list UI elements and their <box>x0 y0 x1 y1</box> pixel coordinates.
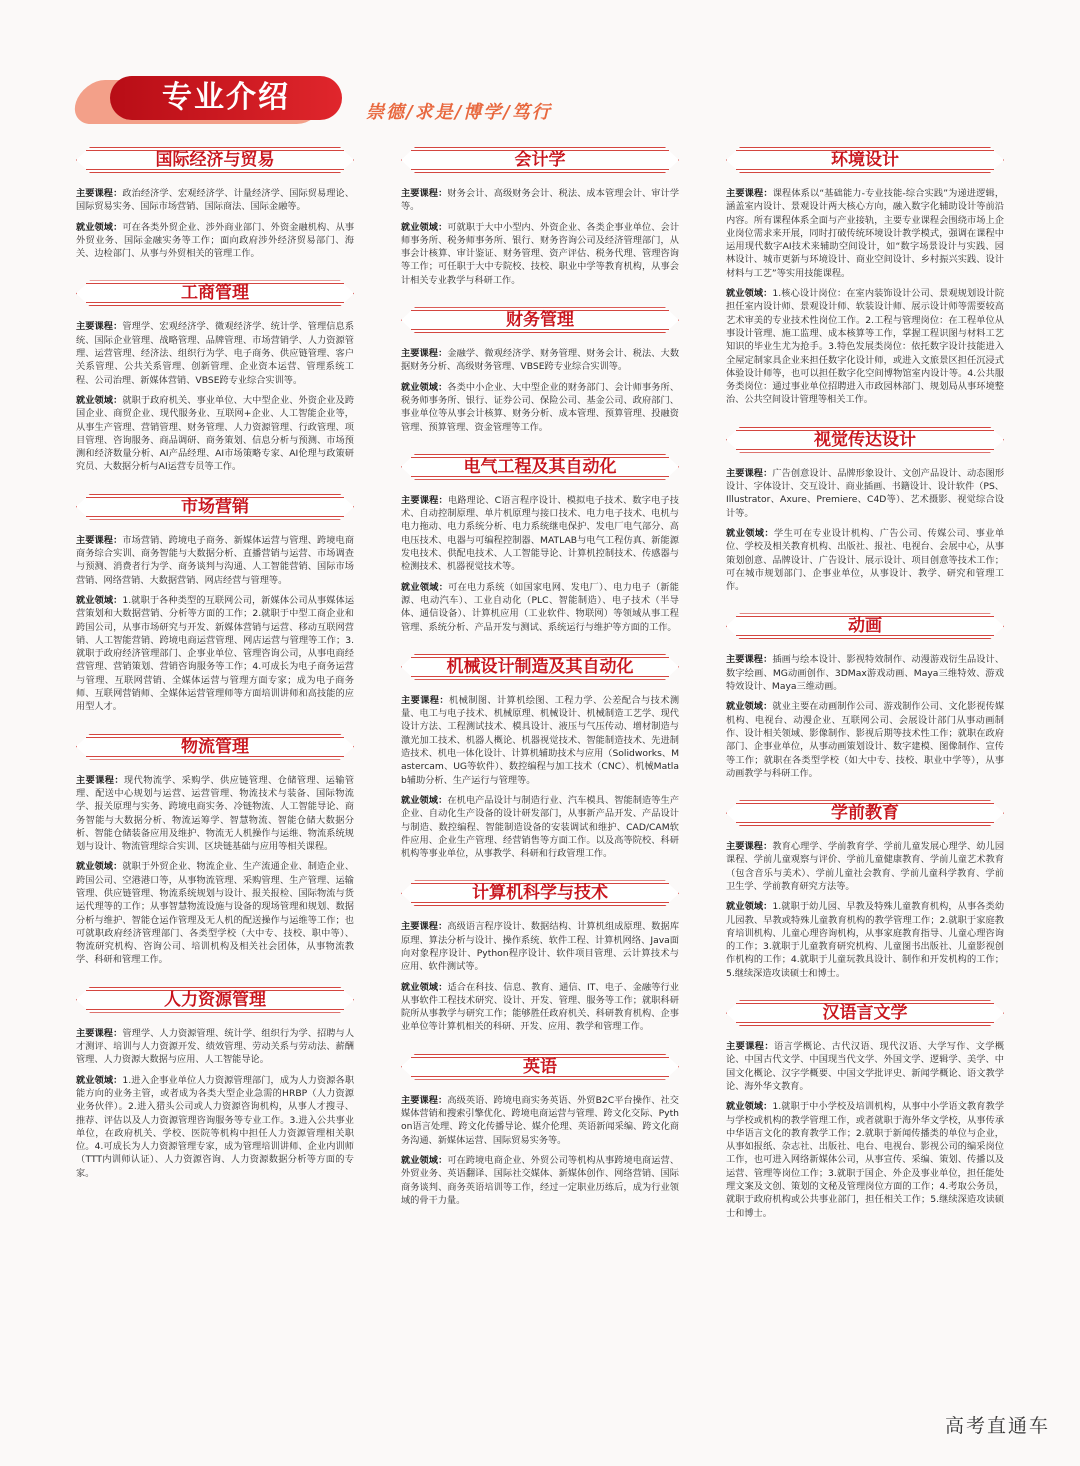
courses-text: 管理学、人力资源管理、统计学、组织行为学、招聘与人才测评、培训与人力资源开发、绩效管理、劳动关系与劳动法、薪酬管理、人力资源大数据与应用、人工智能导论。 <box>76 1027 355 1066</box>
courses-paragraph <box>726 467 1004 520</box>
employment-paragraph <box>76 1074 354 1180</box>
column-left <box>76 145 354 1198</box>
major-name: 人力资源管理 <box>164 989 266 1010</box>
major-banner <box>726 998 1004 1028</box>
employment-text: 就职于外贸企业、物流企业、生产流通企业、制造企业、跨国公司、空港港口等，从事物流管理、采购管理、生产管理、运输管理、供应链管理、物流系统规划与设计、报关报检、国际物流与货运代理等的工作；从事智慧物流设施与设备的现场管理和规划、数据分析与维护、智能仓运作管理及无人机的配送操作与运维等工作；也可就职政府经济管理部门、各类型学校（大中专、技校、职中等）、物流研究机构、咨询公司、培训机构及相关社会团体，从事物流教学、科研和管理工作。 <box>76 861 355 966</box>
courses-paragraph <box>726 840 1004 893</box>
employment-paragraph <box>76 594 354 714</box>
major-banner <box>401 652 679 682</box>
employment-paragraph <box>401 581 679 634</box>
employment-label: 就业领域： <box>726 1101 773 1113</box>
major-banner <box>726 145 1004 175</box>
employment-text: 1.进入企事业单位人力资源管理部门，成为人力资源各职能方向的业务主管，或者成为各类大型企业急需的HRBP（人力资源业务伙伴）。2.进入猎头公司或人力资源咨询机构，从事人才搜寻、推荐、评估以及人力资源管理咨询服务等专业工作。3.进入公共事业单位，在政府机关、学校、医院等机构中担任人力资源管理相关职位。4.可成长为人力资源管理专家，成为管理培训讲师、企业内训师（TTT内训师认证）、人力资源咨询、人力资源数据分析等方面的专家。 <box>76 1074 355 1179</box>
courses-paragraph <box>401 347 679 374</box>
courses-label: 主要课程： <box>76 321 123 333</box>
courses-paragraph <box>401 694 679 787</box>
major-name: 视觉传达设计 <box>814 429 916 450</box>
courses-paragraph <box>401 1094 679 1147</box>
major-banner <box>76 278 354 308</box>
courses-text: 教育心理学、学前教育学、学前儿童发展心理学、幼儿园课程、学前儿童观察与评价、学前儿童健康教育、学前儿童艺术教育（包含音乐与美术）、学前儿童社会教育、学前儿童科学教育、学前卫生学、学前教育研究方法等。 <box>726 841 1005 892</box>
employment-label: 就业领域： <box>76 594 123 606</box>
major-banner <box>401 452 679 482</box>
courses-label: 主要课程： <box>401 921 448 933</box>
employment-text: 就业主要在动画制作公司、游戏制作公司、文化影视传媒机构、电视台、动漫企业、互联网公司、会展设计部门从事动画制作、设计相关领域、影像制作、影视后期等技术性工作；就职在政府部门、企事业单位，从事动画策划设计、数字建模、图像制作、宣传等工作；就职在各类型学校（如大中专、技校、职业中学等），从事动画教学与科研工作。 <box>726 701 1005 779</box>
major-name: 国际经济与贸易 <box>155 150 275 170</box>
employment-paragraph <box>76 221 354 261</box>
major-section <box>401 652 679 861</box>
courses-label: 主要课程： <box>726 188 773 199</box>
employment-paragraph <box>401 794 679 860</box>
courses-label: 主要课程： <box>76 534 123 546</box>
major-banner <box>401 1052 679 1082</box>
major-banner <box>76 145 354 175</box>
courses-label: 主要课程： <box>401 188 448 199</box>
courses-paragraph <box>76 774 354 854</box>
courses-label: 主要课程： <box>726 654 773 666</box>
courses-paragraph <box>76 1027 354 1067</box>
major-name: 电气工程及其自动化 <box>463 456 617 477</box>
courses-text: 管理学、宏观经济学、微观经济学、统计学、管理信息系统、国际企业管理、战略管理、品牌管理、市场营销学、人力资源管理、运营管理、经济法、组织行为学、电子商务、供应链管理、客户关系管理、公共关系管理、创新管理、企业资本运营、管理系统工程、公司治理、新媒体营销、VBSE跨专业综合实训等。 <box>76 321 355 386</box>
courses-text: 财务会计、高级财务会计、税法、成本管理会计、审计学等。 <box>401 188 680 213</box>
major-name: 会计学 <box>514 150 566 170</box>
employment-paragraph <box>726 900 1004 980</box>
column-right <box>726 145 1004 1238</box>
major-section <box>76 278 354 473</box>
courses-label: 主要课程： <box>76 774 125 786</box>
employment-paragraph <box>726 527 1004 593</box>
column-middle <box>401 145 679 1225</box>
major-name: 学前教育 <box>831 803 899 824</box>
school-motto: 崇德/求是/博学/笃行 <box>366 102 552 123</box>
courses-text: 插画与绘本设计、影视特效制作、动漫游戏衍生品设计、数字绘画、MG动画创作、3DMax游戏动画、Maya三维特效、游戏特效设计、Maya三维动画。 <box>726 654 1005 693</box>
employment-label: 就业领域： <box>726 288 773 300</box>
courses-text: 金融学、微观经济学、财务管理、财务会计、税法、大数据财务分析、高级财务管理、VBSE跨专业综合实训等。 <box>401 348 680 373</box>
employment-text: 1.就职于各种类型的互联网公司，新媒体公司从事媒体运营策划和大数据营销、分析等方面的工作；2.就职于中型工商企业和跨国公司，从事市场研究与开发、新媒体营销与运营、移动互联网营销、人工智能营销、跨境电商运营管理、网店运营与管理等工作；3.就职于政府经济管理部门、企事业单位、管理咨询公司，从事电商经营管理、营销策划、营销咨询服务等工作；4.可成长为电子商务运营与管理、互联网营销、全媒体运营与管理方面专家；成为电子商务师、互联网营销师、全媒体运营管理师等方面培训讲师和高技能的应用型人才。 <box>76 594 355 713</box>
courses-text: 电路理论、C语言程序设计、模拟电子技术、数字电子技术、自动控制原理、单片机原理与接口技术、电力电子技术、电机与电力拖动、电力系统分析、电力系统继电保护、发电厂电气部分、高电压技术、电器与可编程控制器、MATLAB与电气工程仿真、新能源发电技术、供配电技术、人工智能导论、计算机控制技术、传感器与检测技术、机器视觉技术等。 <box>401 494 679 573</box>
employment-paragraph <box>401 1154 679 1207</box>
major-section <box>76 985 354 1180</box>
major-name: 机械设计制造及其自动化 <box>446 656 634 677</box>
major-banner <box>726 798 1004 828</box>
major-name: 计算机科学与技术 <box>472 883 608 904</box>
employment-paragraph <box>726 700 1004 780</box>
employment-text: 就职于政府机关、事业单位、大中型企业、外资企业及跨国企业、商贸企业、现代服务业、互联网+企业、人工智能企业等，从事生产管理、营销管理、财务管理、人力资源管理、行政管理、项目管理、咨询服务、商品调研、商务策划、信息分析与预测、市场预测和经济数量分析、AI产品经理、AI市场策略专家、AI伦理与政策研究员、大数据分析与AI运营专员等工作。 <box>76 394 355 473</box>
courses-label: 主要课程： <box>76 188 123 199</box>
courses-label: 主要课程： <box>401 494 448 506</box>
courses-label: 主要课程： <box>401 1094 448 1106</box>
employment-label: 就业领域： <box>726 901 773 913</box>
major-banner <box>76 492 354 522</box>
courses-text: 政治经济学、宏观经济学、计量经济学、国际贸易理论、国际贸易实务、国际市场营销、国际商法、国际金融等。 <box>76 188 355 213</box>
employment-text: 可在跨境电商企业、外贸公司等机构从事跨境电商运营、外贸业务、英语翻译、国际社交媒体、新媒体创作、网络营销、国际商务谈判、商务英语培训等工作，经过一定职业历练后，成为行业领域的骨干力量。 <box>401 1154 680 1206</box>
major-section <box>726 998 1004 1220</box>
employment-label: 就业领域： <box>401 221 448 233</box>
major-section <box>726 798 1004 980</box>
courses-label: 主要课程： <box>726 1041 775 1053</box>
courses-label: 主要课程： <box>401 694 450 706</box>
major-name: 财务管理 <box>506 310 574 331</box>
employment-paragraph <box>76 394 354 474</box>
major-name: 环境设计 <box>831 150 899 170</box>
employment-label: 就业领域： <box>401 981 448 993</box>
major-section <box>401 452 679 634</box>
major-section <box>76 492 354 714</box>
employment-text: 可在电力系统（如国家电网、发电厂）、电力电子（新能源、电动汽车）、工业自动化（PLC、智能制造）、电子技术（半导体、通信设备）、计算机应用（工业软件、物联网）等领域从事工程管理、系统分析、产品开发与测试、系统运行与维护等方面的工作。 <box>401 581 679 633</box>
courses-label: 主要课程： <box>401 348 448 360</box>
courses-text: 现代物流学、采购学、供应链管理、仓储管理、运输管理、配送中心规划与运营、运营管理、物流技术与装备、国际物流学、报关原理与实务、跨境电商实务、冷链物流、人工智能导论、商务智能与大数据分析、物流运筹学、智慧物流、智能仓储大数据分析、智能仓储装备应用及维护、物流无人机操作与运维、物流系统规划与设计、物流管理综合实训、区块链基础与应用等相关课程。 <box>76 774 355 853</box>
courses-paragraph <box>726 1040 1004 1093</box>
employment-label: 就业领域： <box>76 1074 123 1086</box>
employment-label: 就业领域： <box>401 794 448 806</box>
courses-paragraph <box>401 187 679 214</box>
employment-text: 可在各类外贸企业、涉外商业部门、外资金融机构、从事外贸业务、国际金融实务等工作；面向政府涉外经济贸易部门、海关、边检部门、从事与外贸相关的管理工作。 <box>76 221 355 260</box>
employment-paragraph <box>726 287 1004 407</box>
major-banner <box>76 732 354 762</box>
major-name: 市场营销 <box>181 496 249 517</box>
major-section <box>726 145 1004 407</box>
employment-paragraph <box>401 981 679 1034</box>
employment-label: 就业领域： <box>76 221 123 233</box>
page-title: 专业介绍 <box>162 80 290 115</box>
courses-text: 广告创意设计、品牌形象设计、文创产品设计、动态图形设计、字体设计、交互设计、商业插画、书籍设计、设计软件（PS、Illustrator、Axure、Premiere、C4D等）、艺术摄影、视觉综合设计等。 <box>726 467 1005 519</box>
major-section <box>401 145 679 287</box>
major-section <box>726 425 1004 594</box>
courses-paragraph <box>76 320 354 386</box>
courses-text: 机械制图、计算机绘图、工程力学、公差配合与技术测量、电工与电子技术、机械原理、机械设计、机械制造工艺学、现代设计方法、工程测试技术、模具设计、液压与气压传动、增材制造与激光加工技术、机器人概论、机器视觉技术、智能制造技术、先进制造技术、机电一体化设计、计算机辅助技术与应用（Solidworks、Mastercam、UG等软件）、数控编程与加工技术（CNC）、机械Matlab辅助分析、生产运行与管理等。 <box>401 694 680 786</box>
major-section <box>726 611 1004 780</box>
employment-label: 就业领域： <box>401 1154 448 1166</box>
major-banner <box>76 985 354 1015</box>
courses-label: 主要课程： <box>76 1027 123 1039</box>
employment-label: 就业领域： <box>401 581 449 593</box>
major-banner <box>401 305 679 335</box>
employment-label: 就业领域： <box>76 861 123 873</box>
major-section <box>401 1052 679 1207</box>
page-header <box>76 76 596 126</box>
employment-paragraph <box>401 381 679 434</box>
major-name: 英语 <box>523 1056 557 1077</box>
employment-text: 1.就职于幼儿园、早教及特殊儿童教育机构，从事各类幼儿园教、早教或特殊儿童教育机构的教学管理工作；2.就职于家庭教育培训机构、儿童心理咨询机构，从事家庭教育指导、儿童心理咨询的工作；3.就职于儿童教育研究机构、儿童图书出版社、儿童影视创作机构的工作；4.就职于儿童玩教具设计、制作和开发机构的工作；5.继续深造攻读硕士和博士。 <box>726 901 1005 979</box>
courses-paragraph <box>401 494 679 574</box>
employment-text: 适合在科技、信息、教育、通信、IT、电子、金融等行业从事软件工程技术研究、设计、开发、管理、服务等工作；就职科研院所从事教学与研究工作；能够胜任政府机关、科研教育机构、企事业单位等计算机相关的科研、开发、应用、教学和管理工作。 <box>401 981 679 1033</box>
employment-paragraph <box>76 860 354 966</box>
employment-text: 1.核心设计岗位：在室内装饰设计公司、景观规划设计院担任室内设计师、景观设计师、软装设计师、展示设计师等需要较高艺术审美的专业技术性岗位工作。2.工程与管理岗位：在工程单位从事设计管理、施工监理、成本核算等工作，掌握工程识图与材料工艺知识的毕业生尤为抢手。3.特色发展类岗位：依托数字设计技能进入全屋定制家具企业来担任数字化设计师，或进入文旅景区担任沉浸式体验设计师等，也可以担任数字化空间博物馆室内设计等。4.公共服务类岗位：通过事业单位招聘进入市政园林部门、规划局从事环境整治、公共空间设计管理等相关工作。 <box>726 288 1005 406</box>
major-name: 物流管理 <box>181 736 249 757</box>
major-section <box>76 732 354 967</box>
employment-text: 可就职于大中小型内、外资企业、各类企事业单位、会计师事务所、税务师事务所、银行、财务咨询公司及经济管理部门，从事会计核算、审计鉴证、财务管理、资产评估、税务代理、管理咨询等工作；可任职于大中专院校、技校、职业中学等教育机构，从事会计相关专业教学与科研工作。 <box>401 221 680 286</box>
employment-label: 就业领域： <box>726 527 775 539</box>
employment-text: 学生可在专业设计机构、广告公司、传媒公司、事业单位、学校及相关教育机构、出版社、报社、电视台、会展中心，从事策划创意、品牌设计、广告设计、展示设计、项目创意等技术工作；可在城市规划部门、企事业单位，从事设计、教学、研究和管理工作。 <box>726 527 1005 593</box>
major-name: 工商管理 <box>181 283 249 304</box>
employment-label: 就业领域： <box>726 701 773 713</box>
watermark: 高考直通车 <box>944 1415 1050 1437</box>
courses-paragraph <box>76 534 354 587</box>
courses-paragraph <box>726 187 1004 280</box>
courses-paragraph <box>76 187 354 214</box>
employment-text: 各类中小企业、大中型企业的财务部门、会计师事务所、税务师事务所、银行、证券公司、保险公司、基金公司、政府部门、事业单位等从事会计核算、财务分析、成本管理、预算管理、投融资管理、预算管理、资金管理等工作。 <box>401 381 680 433</box>
courses-label: 主要课程： <box>726 841 773 853</box>
major-banner <box>726 425 1004 455</box>
major-section <box>401 878 679 1033</box>
major-banner <box>401 145 679 175</box>
employment-paragraph <box>726 1100 1004 1220</box>
courses-text: 市场营销、跨境电子商务、新媒体运营与管理、跨境电商商务综合实训、商务智能与大数据分析、直播营销与运营、市场调查与预测、消费者行为学、商务谈判与沟通、人工智能营销、国际市场营销、网络营销、大数据营销、网店经营与管理等。 <box>76 534 355 586</box>
courses-label: 主要课程： <box>726 467 773 479</box>
employment-label: 就业领域： <box>401 381 448 393</box>
major-name: 汉语言文学 <box>822 1003 908 1024</box>
courses-paragraph <box>726 653 1004 693</box>
courses-text: 课程体系以“基础能力-专业技能-综合实践”为递进逻辑，涵盖室内设计、景观设计两大核心方向，融入数字化辅助设计等前沿内容。所有课程体系全面与产业接轨，主要专业课程会围绕市场上企业岗位需求来开展，同时打破传统环境设计教学模式，强调在课程中运用现代数字AI技术来辅助空间设计，如“数字场景设计与实践、园林设计、城市更新与环境设计、商业空间设计、乡村振兴实践、设计材料与工艺”等实用技能课程。 <box>726 188 1005 279</box>
major-banner <box>401 878 679 908</box>
employment-text: 1.就职于中小学校及培训机构，从事中小学语文教育教学与学校或机构的教学管理工作，或者就职于海外华文学校，从事传承中华语言文化的教育教学工作；2.就职于新闻传播类的单位与企业，从事如报纸、杂志社、出版社、电台、电视台、影视公司的编采岗位工作，也可进入网络新媒体公司，从事宣传、采编、策划、传播以及运营、管理等岗位工作；3.就职于国企、外企及事业单位，担任能处理文案及文创、策划的文秘及管理岗位方面的工作；4.考取公务员，就职于政府机构或公共事业部门，担任相关工作；5.继续深造攻读硕士和博士。 <box>726 1101 1005 1219</box>
major-banner <box>726 611 1004 641</box>
courses-paragraph <box>401 920 679 973</box>
major-name: 动画 <box>848 616 882 637</box>
major-section <box>401 305 679 434</box>
employment-paragraph <box>401 221 679 287</box>
major-section <box>76 145 354 260</box>
courses-text: 高级语言程序设计、数据结构、计算机组成原理、数据库原理、算法分析与设计、操作系统、软件工程、计算机网络、Java面向对象程序设计、Python程序设计、软件项目管理、云计算技术与应用、软件测试等。 <box>401 921 680 973</box>
employment-text: 在机电产品设计与制造行业、汽车模具、智能制造等生产企业、自动化生产设备的设计研发部门，从事新产品开发、产品设计与制造、数控编程、智能制造设备的安装调试和维护、CAD/CAM软件应用、企业生产管理、经营销售等方面工作。以及高等院校、科研机构等事业单位，从事教学、科研和行政管理工作。 <box>401 794 680 860</box>
courses-text: 语言学概论、古代汉语、现代汉语、大学写作、文学概论、中国古代文学、中国现当代文学、外国文学、逻辑学、美学、中国文化概论、汉字学概要、中国文学批评史、新闻学概论、语文教学论、海外华文教育。 <box>726 1041 1005 1092</box>
employment-label: 就业领域： <box>76 394 123 406</box>
courses-text: 高级英语、跨境电商实务英语、外贸B2C平台操作、社交媒体营销和搜索引擎优化、跨境电商运营与管理、跨文化交际、Python语言处理、跨文化传播导论、媒介伦理、英语新闻采编、跨文化商务沟通、新媒体运营、国际贸易实务等。 <box>401 1094 679 1146</box>
